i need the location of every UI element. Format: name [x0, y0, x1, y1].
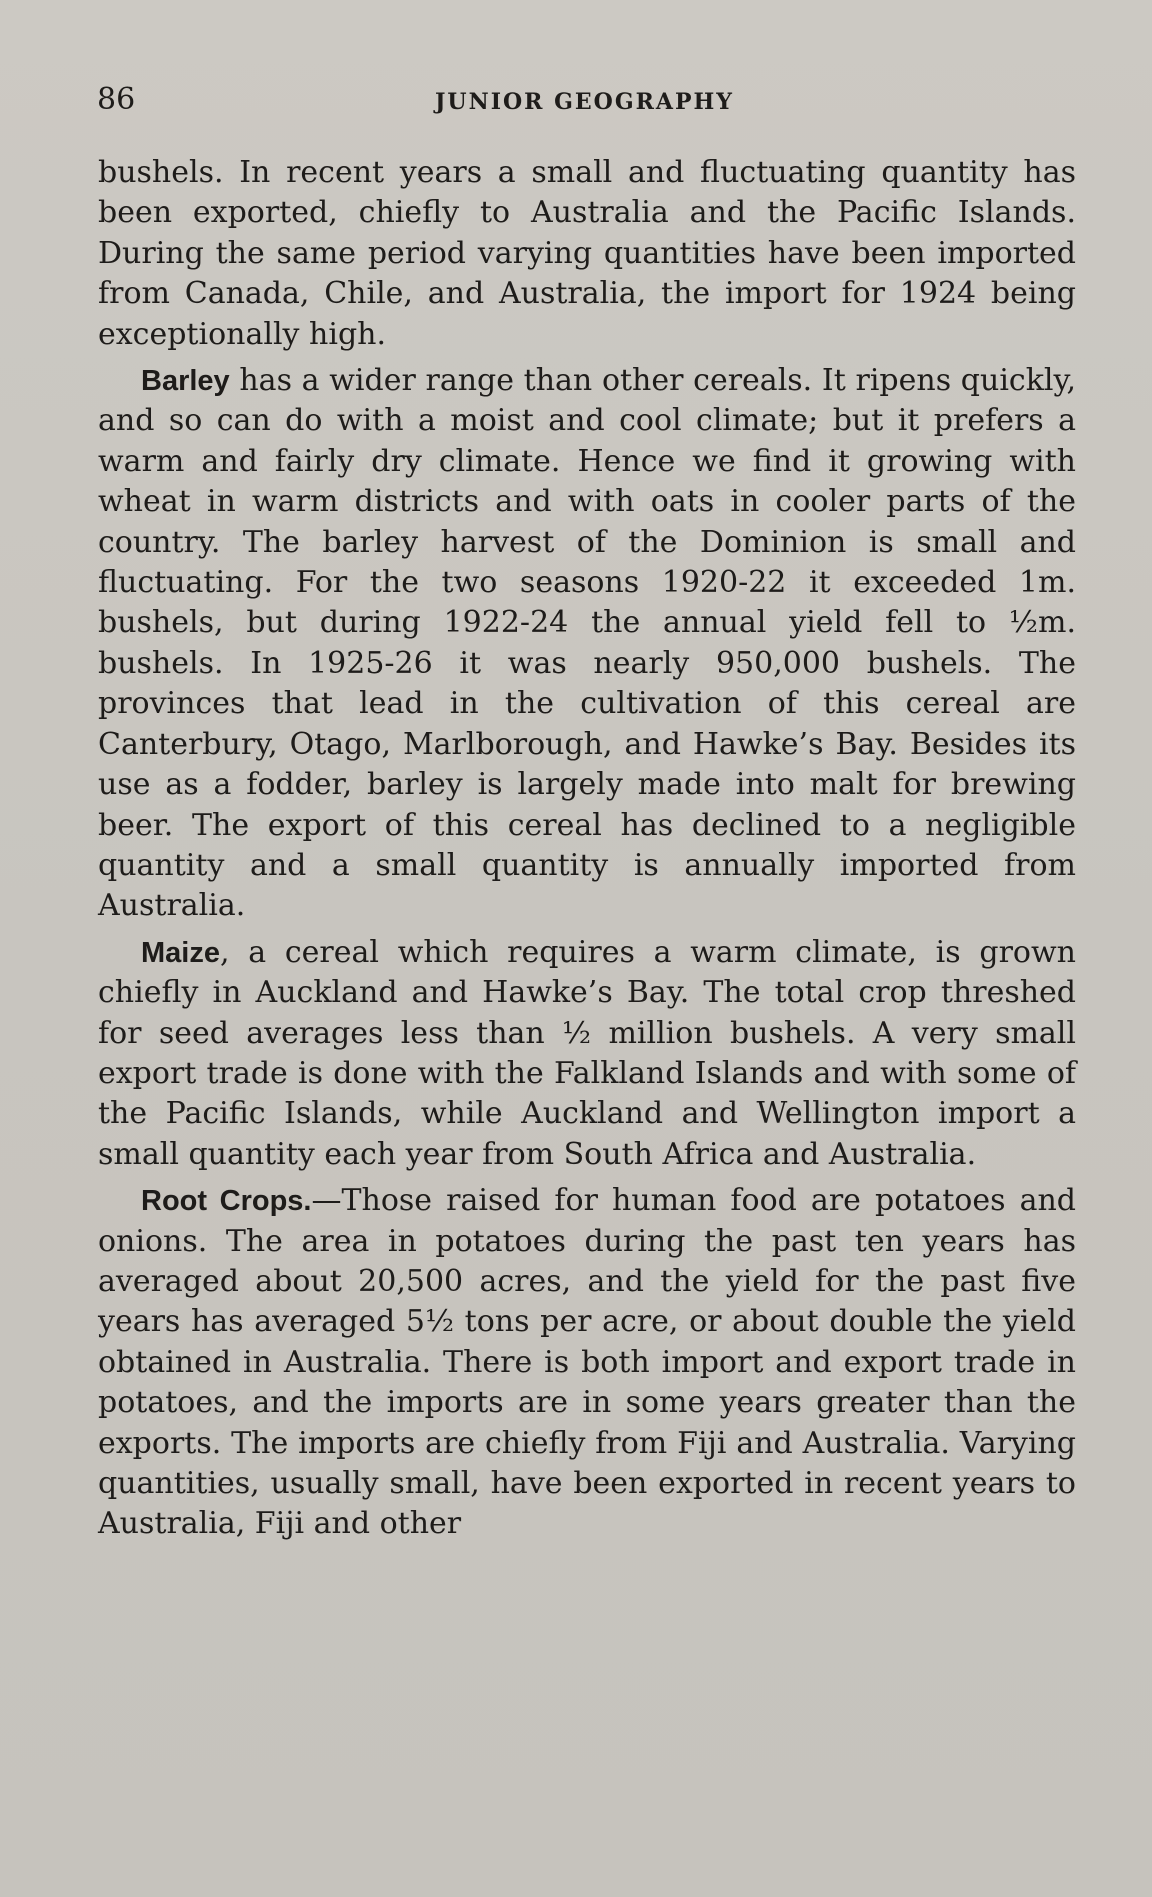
- paragraph-text: , a cereal which requires a warm climate, is grown chiefly in Auckland and Hawke’s Bay. The total crop threshed for seed averages less than ½ million bushels. A very small export trade is done with the Falkland Islands and with some of the Pacific Islands, while Auckland and Wellington import a small quantity each year from South Africa and Australia.: [98, 934, 1076, 1172]
- root-crops-heading: Root Crops.: [141, 1185, 312, 1218]
- page-number: 86: [97, 82, 136, 117]
- paragraph-root-crops: [98, 1181, 1076, 1545]
- paragraph-wheat-continued: [98, 153, 1076, 355]
- paragraph-maize: [98, 933, 1076, 1175]
- page-header: [97, 82, 1072, 122]
- running-title: JUNIOR GEOGRAPHY: [435, 89, 734, 115]
- page-body: [98, 153, 1076, 1545]
- paragraph-text: —Those raised for human food are potatoes and onions. The area in potatoes during the past ten years has averaged about 20,500 acres, and the yield for the past five years has averaged 5½ tons per acre, or about double the yield obtained in Australia. There is both import and export trade in potatoes, and the imports are in some years greater than the exports. The imports are chiefly from Fiji and Australia. Varying quantities, usually small, have been exported in recent years to Australia, Fiji and other: [98, 1183, 1076, 1542]
- paragraph-barley: [98, 361, 1076, 927]
- barley-heading: Barley: [141, 365, 230, 398]
- paragraph-text: has a wider range than other cereals. It ripens quickly, and so can do with a moist and cool climate; but it prefers a warm and fairly dry climate. Hence we find it growing with wheat in warm districts and with oats in cooler parts of the country. The barley harvest of the Dominion is small and fluctuating. For the two seasons 1920-22 it exceeded 1m. bushels, but during 1922-24 the annual yield fell to ½m. bushels. In 1925-26 it was nearly 950,000 bushels. The provinces that lead in the cultivation of this cereal are Canterbury, Otago, Marlborough, and Hawke’s Bay. Besides its use as a fodder, barley is largely made into malt for brewing beer. The export of this cereal has declined to a negligible quantity and a small quantity is annually imported from Australia.: [98, 363, 1076, 924]
- paragraph-text: bushels. In recent years a small and fluctuating quantity has been exported, chiefly to Australia and the Pacific Islands. During the same period varying quantities have been imported from Canada, Chile, and Australia, the import for 1924 being exceptionally high.: [98, 155, 1076, 352]
- maize-heading: Maize: [141, 936, 220, 969]
